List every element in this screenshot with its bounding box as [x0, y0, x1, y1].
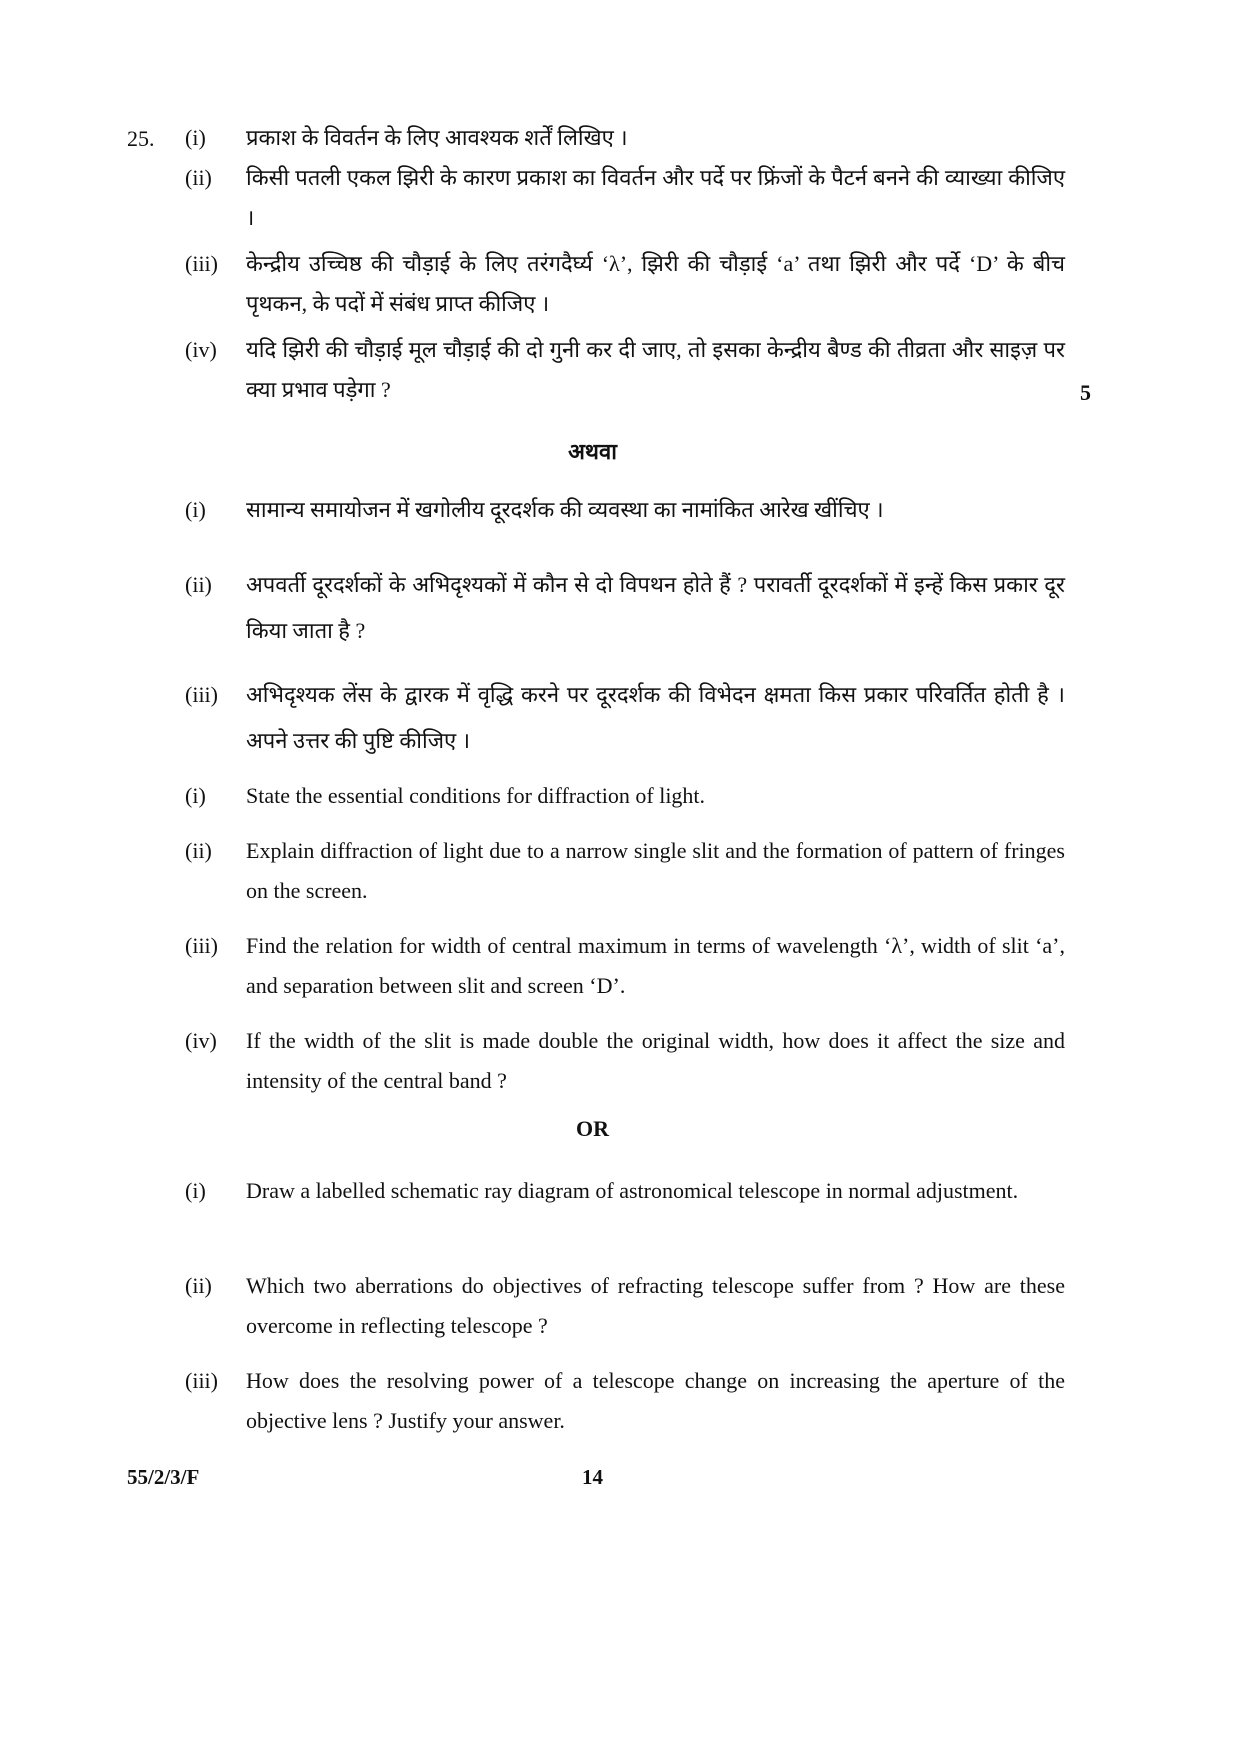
item-text: सामान्य समायोजन में खगोलीय दूरदर्शक की व्यवस्था का नामांकित आरेख खींचिए ।	[246, 497, 884, 522]
hindi-or-item-3	[185, 672, 1065, 764]
question-number: 25.	[127, 126, 155, 151]
item-text: अभिदृश्यक लेंस के द्वारक में वृद्धि करने पर दूरदर्शक की विभेदन क्षमता किस प्रकार परिवर्तित होती है । अपने उत्तर की पुष्टि कीजिए ।	[246, 682, 1065, 753]
item-text: केन्द्रीय उच्चिष्ठ की चौड़ाई के लिए तरंगदैर्घ्य ‘λ’, झिरी की चौड़ाई ‘a’ तथा झिरी और पर्दे ‘D’ के बीच पृथकन, के पदों में संबंध प्राप्त कीजिए ।	[246, 251, 1065, 316]
item-number: (i)	[185, 125, 206, 150]
item-text: अपवर्ती दूरदर्शकों के अभिदृश्यकों में कौन से दो विपथन होते हैं ? परावर्ती दूरदर्शकों में इन्हें किस प्रकार दूर किया जाता है ?	[246, 572, 1065, 643]
hindi-or-item-1	[185, 490, 1065, 530]
hindi-part-item-2	[185, 158, 1065, 238]
item-text: If the width of the slit is made double the original width, how does it affect the size and intensity of the central band ?	[246, 1028, 1065, 1093]
item-number: (iv)	[185, 1028, 217, 1053]
item-text: How does the resolving power of a telescope change on increasing the aperture of the objective lens ? Justify your answer.	[246, 1368, 1065, 1433]
english-or-item-2	[185, 1266, 1065, 1346]
item-number: (i)	[185, 497, 206, 522]
item-text: Explain diffraction of light due to a narrow single slit and the formation of pattern of fringes on the screen.	[246, 838, 1065, 903]
item-number: (iii)	[185, 682, 218, 707]
english-part-item-1	[185, 776, 1065, 816]
english-or-item-1	[185, 1171, 1065, 1211]
item-text: प्रकाश के विवर्तन के लिए आवश्यक शर्तें लिखिए ।	[246, 125, 628, 150]
item-number: (i)	[185, 1178, 206, 1203]
page-number: 14	[582, 1465, 603, 1489]
item-number: (iii)	[185, 1368, 218, 1393]
item-number: (iii)	[185, 933, 218, 958]
hindi-part-item-4	[185, 330, 1065, 410]
english-or-heading: OR	[576, 1116, 609, 1141]
item-number: (ii)	[185, 165, 212, 190]
item-number: (i)	[185, 783, 206, 808]
hindi-or-item-2	[185, 562, 1065, 654]
item-text: Which two aberrations do objectives of refracting telescope suffer from ? How are these overcome in reflecting telescope ?	[246, 1273, 1065, 1338]
item-text: Draw a labelled schematic ray diagram of astronomical telescope in normal adjustment.	[246, 1178, 1019, 1203]
hindi-or-heading: अथवा	[568, 439, 617, 464]
item-number: (iv)	[185, 337, 217, 362]
item-text: Find the relation for width of central maximum in terms of wavelength ‘λ’, width of slit ‘a’, and separation between slit and screen ‘D’.	[246, 933, 1065, 998]
item-text: यदि झिरी की चौड़ाई मूल चौड़ाई की दो गुनी कर दी जाए, तो इसका केन्द्रीय बैण्ड की तीव्रता और साइज़ पर क्या प्रभाव पड़ेगा ?	[246, 337, 1065, 402]
item-number: (ii)	[185, 1273, 212, 1298]
item-number: (ii)	[185, 838, 212, 863]
english-part-item-3	[185, 926, 1065, 1006]
item-number: (iii)	[185, 251, 218, 276]
item-text: किसी पतली एकल झिरी के कारण प्रकाश का विवर्तन और पर्दे पर फ्रिंजों के पैटर्न बनने की व्याख्या कीजिए ।	[246, 165, 1065, 230]
marks: 5	[1080, 380, 1091, 405]
hindi-part-item-3	[185, 244, 1065, 324]
english-part-item-2	[185, 831, 1065, 911]
item-text: State the essential conditions for diffraction of light.	[246, 783, 706, 808]
english-part-item-4	[185, 1021, 1065, 1101]
paper-code: 55/2/3/F	[127, 1465, 200, 1489]
english-or-item-3	[185, 1361, 1065, 1441]
hindi-part-item-1	[185, 118, 1065, 158]
item-number: (ii)	[185, 572, 212, 597]
